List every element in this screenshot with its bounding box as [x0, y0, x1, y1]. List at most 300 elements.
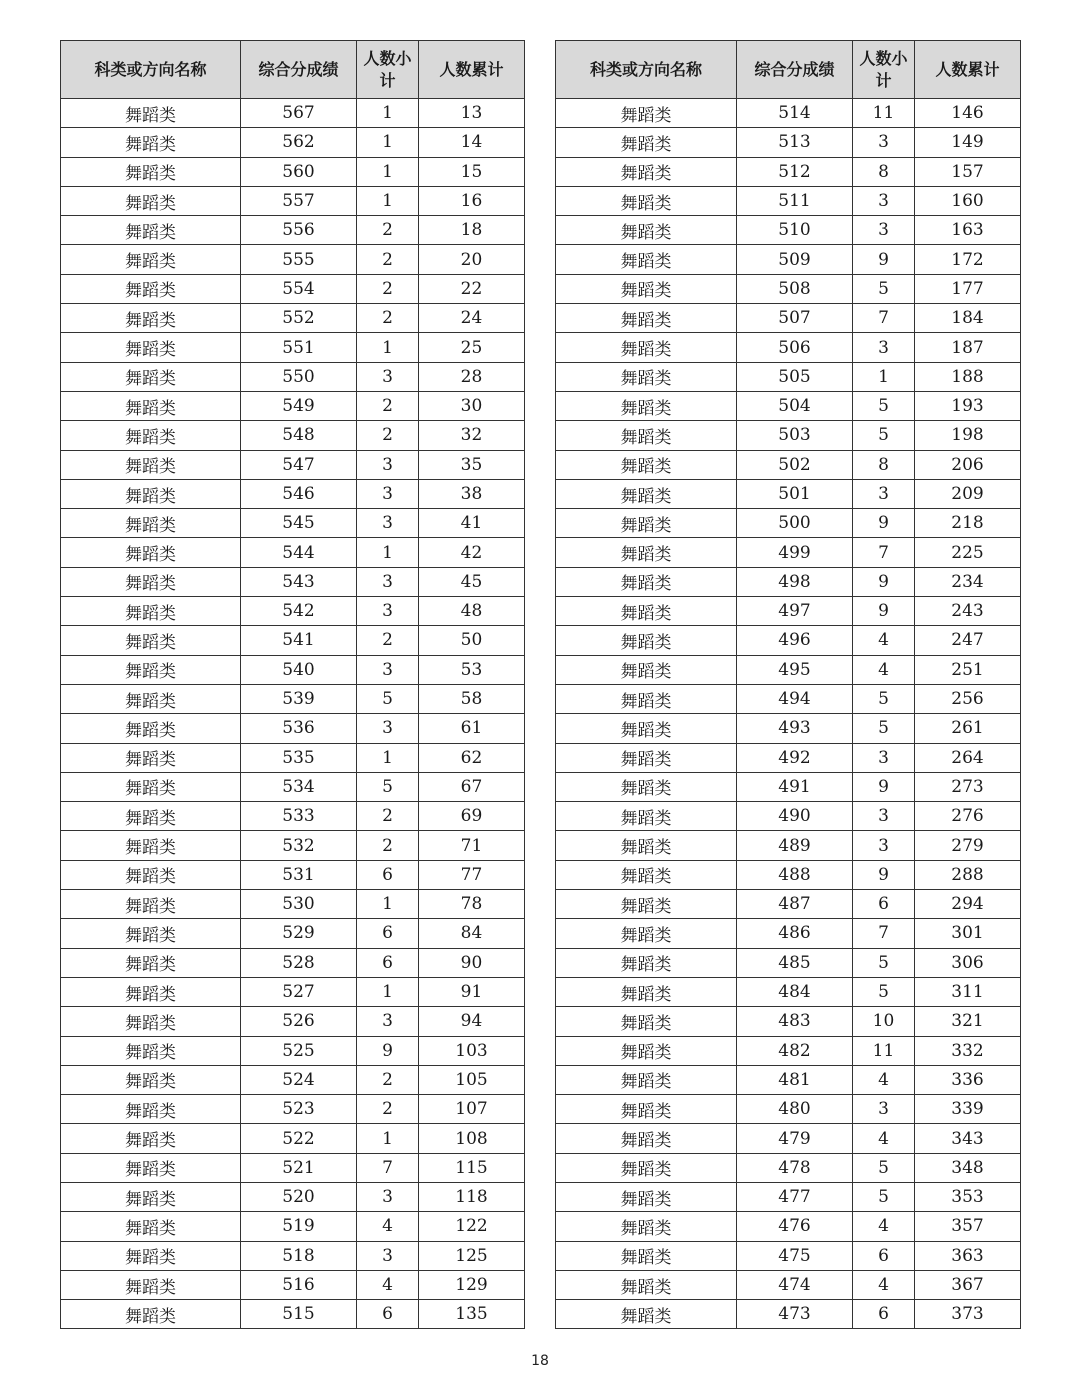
cumulative-cell: 15	[419, 157, 525, 186]
table-row	[61, 714, 525, 743]
table-row	[556, 1036, 1021, 1065]
score-cell: 540	[241, 655, 357, 684]
score-cell: 519	[241, 1212, 357, 1241]
score-cell: 495	[737, 655, 853, 684]
table-row	[61, 157, 525, 186]
table-row	[556, 99, 1021, 128]
category-cell: 舞蹈类	[556, 1065, 737, 1094]
score-cell: 547	[241, 450, 357, 479]
category-cell: 舞蹈类	[556, 304, 737, 333]
cumulative-cell: 184	[915, 304, 1021, 333]
count-cell: 3	[357, 714, 419, 743]
table-row	[556, 948, 1021, 977]
cumulative-cell: 28	[419, 362, 525, 391]
cumulative-cell: 288	[915, 860, 1021, 889]
table-row	[556, 450, 1021, 479]
cumulative-cell: 22	[419, 274, 525, 303]
count-cell: 2	[357, 831, 419, 860]
table-row	[556, 1300, 1021, 1329]
score-cell: 503	[737, 421, 853, 450]
category-cell: 舞蹈类	[556, 802, 737, 831]
count-cell: 1	[357, 538, 419, 567]
table-row	[556, 597, 1021, 626]
table-row	[61, 99, 525, 128]
header-count: 人数小计	[357, 41, 419, 99]
count-cell: 1	[853, 362, 915, 391]
score-cell: 533	[241, 802, 357, 831]
table-row	[556, 421, 1021, 450]
table-row	[61, 919, 525, 948]
cumulative-cell: 294	[915, 890, 1021, 919]
category-cell: 舞蹈类	[61, 714, 241, 743]
table-row	[61, 1124, 525, 1153]
cumulative-cell: 135	[419, 1300, 525, 1329]
cumulative-cell: 163	[915, 216, 1021, 245]
count-cell: 1	[357, 890, 419, 919]
score-cell: 506	[737, 333, 853, 362]
score-cell: 529	[241, 919, 357, 948]
cumulative-cell: 94	[419, 1007, 525, 1036]
cumulative-cell: 42	[419, 538, 525, 567]
table-row	[61, 597, 525, 626]
score-cell: 501	[737, 479, 853, 508]
category-cell: 舞蹈类	[556, 186, 737, 215]
cumulative-cell: 35	[419, 450, 525, 479]
table-row	[61, 1095, 525, 1124]
score-cell: 505	[737, 362, 853, 391]
category-cell: 舞蹈类	[61, 1300, 241, 1329]
table-row	[556, 1270, 1021, 1299]
cumulative-cell: 84	[419, 919, 525, 948]
category-cell: 舞蹈类	[556, 860, 737, 889]
category-cell: 舞蹈类	[61, 333, 241, 362]
cumulative-cell: 306	[915, 948, 1021, 977]
cumulative-cell: 61	[419, 714, 525, 743]
cumulative-cell: 20	[419, 245, 525, 274]
score-cell: 474	[737, 1270, 853, 1299]
count-cell: 3	[853, 186, 915, 215]
category-cell: 舞蹈类	[61, 597, 241, 626]
count-cell: 1	[357, 186, 419, 215]
cumulative-cell: 69	[419, 802, 525, 831]
cumulative-cell: 103	[419, 1036, 525, 1065]
count-cell: 3	[357, 655, 419, 684]
table-row	[61, 860, 525, 889]
table-row	[556, 977, 1021, 1006]
cumulative-cell: 343	[915, 1124, 1021, 1153]
cumulative-cell: 225	[915, 538, 1021, 567]
category-cell: 舞蹈类	[556, 391, 737, 420]
table-row	[556, 362, 1021, 391]
category-cell: 舞蹈类	[556, 362, 737, 391]
category-cell: 舞蹈类	[556, 597, 737, 626]
table-row	[61, 743, 525, 772]
category-cell: 舞蹈类	[61, 831, 241, 860]
table-row	[61, 948, 525, 977]
score-cell: 532	[241, 831, 357, 860]
score-cell: 552	[241, 304, 357, 333]
cumulative-cell: 373	[915, 1300, 1021, 1329]
score-cell: 516	[241, 1270, 357, 1299]
table-row	[556, 1241, 1021, 1270]
score-cell: 522	[241, 1124, 357, 1153]
score-cell: 549	[241, 391, 357, 420]
category-cell: 舞蹈类	[61, 772, 241, 801]
category-cell: 舞蹈类	[61, 860, 241, 889]
category-cell: 舞蹈类	[556, 216, 737, 245]
table-row	[61, 626, 525, 655]
category-cell: 舞蹈类	[61, 1182, 241, 1211]
count-cell: 3	[357, 1007, 419, 1036]
score-cell: 473	[737, 1300, 853, 1329]
score-cell: 562	[241, 128, 357, 157]
category-cell: 舞蹈类	[61, 948, 241, 977]
cumulative-cell: 24	[419, 304, 525, 333]
score-cell: 567	[241, 99, 357, 128]
score-cell: 542	[241, 597, 357, 626]
cumulative-cell: 234	[915, 567, 1021, 596]
category-cell: 舞蹈类	[556, 977, 737, 1006]
category-cell: 舞蹈类	[61, 245, 241, 274]
count-cell: 3	[357, 1241, 419, 1270]
count-cell: 1	[357, 99, 419, 128]
category-cell: 舞蹈类	[61, 919, 241, 948]
cumulative-cell: 276	[915, 802, 1021, 831]
cumulative-cell: 38	[419, 479, 525, 508]
cumulative-cell: 48	[419, 597, 525, 626]
category-cell: 舞蹈类	[556, 743, 737, 772]
score-cell: 513	[737, 128, 853, 157]
count-cell: 2	[357, 274, 419, 303]
score-cell: 488	[737, 860, 853, 889]
count-cell: 3	[853, 333, 915, 362]
count-cell: 3	[853, 128, 915, 157]
table-row	[61, 1153, 525, 1182]
cumulative-cell: 348	[915, 1153, 1021, 1182]
cumulative-cell: 58	[419, 684, 525, 713]
table-row	[556, 186, 1021, 215]
cumulative-cell: 71	[419, 831, 525, 860]
score-cell: 481	[737, 1065, 853, 1094]
count-cell: 7	[853, 304, 915, 333]
count-cell: 2	[357, 391, 419, 420]
score-cell: 554	[241, 274, 357, 303]
cumulative-cell: 118	[419, 1182, 525, 1211]
category-cell: 舞蹈类	[556, 567, 737, 596]
header-category: 科类或方向名称	[61, 41, 241, 99]
table-row	[61, 245, 525, 274]
count-cell: 8	[853, 450, 915, 479]
count-cell: 1	[357, 128, 419, 157]
category-cell: 舞蹈类	[61, 977, 241, 1006]
cumulative-cell: 90	[419, 948, 525, 977]
score-cell: 480	[737, 1095, 853, 1124]
cumulative-cell: 332	[915, 1036, 1021, 1065]
cumulative-cell: 177	[915, 274, 1021, 303]
category-cell: 舞蹈类	[556, 1241, 737, 1270]
category-cell: 舞蹈类	[61, 684, 241, 713]
category-cell: 舞蹈类	[556, 450, 737, 479]
category-cell: 舞蹈类	[556, 1270, 737, 1299]
cumulative-cell: 149	[915, 128, 1021, 157]
cumulative-cell: 13	[419, 99, 525, 128]
cumulative-cell: 41	[419, 509, 525, 538]
table-row	[556, 274, 1021, 303]
score-cell: 509	[737, 245, 853, 274]
count-cell: 8	[853, 157, 915, 186]
table-row	[556, 538, 1021, 567]
table-row	[61, 1241, 525, 1270]
table-row	[556, 772, 1021, 801]
score-cell: 494	[737, 684, 853, 713]
table-row	[556, 1065, 1021, 1094]
table-row	[61, 216, 525, 245]
count-cell: 3	[853, 1095, 915, 1124]
category-cell: 舞蹈类	[61, 743, 241, 772]
table-row	[61, 186, 525, 215]
table-row	[556, 684, 1021, 713]
category-cell: 舞蹈类	[556, 919, 737, 948]
count-cell: 2	[357, 1095, 419, 1124]
count-cell: 11	[853, 1036, 915, 1065]
count-cell: 1	[357, 1124, 419, 1153]
count-cell: 6	[853, 1300, 915, 1329]
category-cell: 舞蹈类	[61, 567, 241, 596]
table-row	[61, 421, 525, 450]
category-cell: 舞蹈类	[556, 1182, 737, 1211]
count-cell: 3	[357, 509, 419, 538]
category-cell: 舞蹈类	[556, 245, 737, 274]
count-cell: 9	[853, 567, 915, 596]
header-score: 综合分成绩	[737, 41, 853, 99]
category-cell: 舞蹈类	[556, 831, 737, 860]
count-cell: 2	[357, 1065, 419, 1094]
score-table-left	[60, 40, 525, 1329]
cumulative-cell: 209	[915, 479, 1021, 508]
category-cell: 舞蹈类	[556, 1007, 737, 1036]
cumulative-cell: 353	[915, 1182, 1021, 1211]
count-cell: 2	[357, 304, 419, 333]
score-cell: 508	[737, 274, 853, 303]
table-header-row	[556, 41, 1021, 99]
count-cell: 3	[357, 1182, 419, 1211]
cumulative-cell: 125	[419, 1241, 525, 1270]
category-cell: 舞蹈类	[61, 304, 241, 333]
category-cell: 舞蹈类	[556, 128, 737, 157]
score-cell: 528	[241, 948, 357, 977]
category-cell: 舞蹈类	[61, 421, 241, 450]
count-cell: 6	[357, 860, 419, 889]
category-cell: 舞蹈类	[556, 655, 737, 684]
score-cell: 548	[241, 421, 357, 450]
cumulative-cell: 18	[419, 216, 525, 245]
table-row	[556, 1124, 1021, 1153]
category-cell: 舞蹈类	[61, 1124, 241, 1153]
cumulative-cell: 218	[915, 509, 1021, 538]
table-row	[556, 333, 1021, 362]
category-cell: 舞蹈类	[556, 684, 737, 713]
score-cell: 536	[241, 714, 357, 743]
table-row	[61, 538, 525, 567]
count-cell: 4	[853, 1065, 915, 1094]
cumulative-cell: 321	[915, 1007, 1021, 1036]
cumulative-cell: 336	[915, 1065, 1021, 1094]
count-cell: 9	[853, 245, 915, 274]
score-cell: 514	[737, 99, 853, 128]
category-cell: 舞蹈类	[556, 99, 737, 128]
count-cell: 6	[853, 890, 915, 919]
table-row	[61, 1007, 525, 1036]
table-header-row	[61, 41, 525, 99]
category-cell: 舞蹈类	[61, 1065, 241, 1094]
category-cell: 舞蹈类	[556, 772, 737, 801]
table-row	[556, 919, 1021, 948]
count-cell: 7	[357, 1153, 419, 1182]
count-cell: 3	[357, 450, 419, 479]
score-cell: 491	[737, 772, 853, 801]
score-cell: 511	[737, 186, 853, 215]
score-cell: 521	[241, 1153, 357, 1182]
score-cell: 515	[241, 1300, 357, 1329]
count-cell: 2	[357, 802, 419, 831]
count-cell: 2	[357, 626, 419, 655]
score-cell: 518	[241, 1241, 357, 1270]
count-cell: 3	[357, 597, 419, 626]
cumulative-cell: 160	[915, 186, 1021, 215]
cumulative-cell: 50	[419, 626, 525, 655]
category-cell: 舞蹈类	[61, 1153, 241, 1182]
count-cell: 5	[853, 714, 915, 743]
table-row	[61, 304, 525, 333]
cumulative-cell: 16	[419, 186, 525, 215]
table-row	[61, 274, 525, 303]
category-cell: 舞蹈类	[556, 333, 737, 362]
category-cell: 舞蹈类	[61, 1036, 241, 1065]
cumulative-cell: 14	[419, 128, 525, 157]
count-cell: 1	[357, 157, 419, 186]
cumulative-cell: 77	[419, 860, 525, 889]
table-row	[556, 1007, 1021, 1036]
category-cell: 舞蹈类	[61, 890, 241, 919]
category-cell: 舞蹈类	[61, 802, 241, 831]
table-row	[556, 626, 1021, 655]
count-cell: 6	[357, 919, 419, 948]
cumulative-cell: 279	[915, 831, 1021, 860]
table-row	[556, 714, 1021, 743]
table-row	[61, 655, 525, 684]
table-row	[556, 1182, 1021, 1211]
count-cell: 2	[357, 216, 419, 245]
category-cell: 舞蹈类	[556, 274, 737, 303]
table-row	[556, 391, 1021, 420]
count-cell: 4	[853, 1124, 915, 1153]
count-cell: 6	[853, 1241, 915, 1270]
score-cell: 498	[737, 567, 853, 596]
score-cell: 531	[241, 860, 357, 889]
count-cell: 9	[357, 1036, 419, 1065]
score-cell: 477	[737, 1182, 853, 1211]
table-row	[61, 391, 525, 420]
header-score: 综合分成绩	[241, 41, 357, 99]
score-cell: 510	[737, 216, 853, 245]
score-cell: 499	[737, 538, 853, 567]
category-cell: 舞蹈类	[61, 362, 241, 391]
score-cell: 502	[737, 450, 853, 479]
category-cell: 舞蹈类	[556, 509, 737, 538]
cumulative-cell: 273	[915, 772, 1021, 801]
table-row	[61, 1212, 525, 1241]
category-cell: 舞蹈类	[61, 1241, 241, 1270]
table-row	[61, 977, 525, 1006]
score-cell: 544	[241, 538, 357, 567]
cumulative-cell: 115	[419, 1153, 525, 1182]
table-row	[61, 772, 525, 801]
count-cell: 2	[357, 421, 419, 450]
score-cell: 541	[241, 626, 357, 655]
score-cell: 486	[737, 919, 853, 948]
count-cell: 4	[357, 1212, 419, 1241]
score-cell: 487	[737, 890, 853, 919]
table-row	[556, 128, 1021, 157]
cumulative-cell: 105	[419, 1065, 525, 1094]
table-row	[61, 362, 525, 391]
category-cell: 舞蹈类	[556, 1153, 737, 1182]
score-cell: 526	[241, 1007, 357, 1036]
count-cell: 5	[853, 684, 915, 713]
header-cumulative: 人数累计	[915, 41, 1021, 99]
category-cell: 舞蹈类	[556, 1124, 737, 1153]
cumulative-cell: 78	[419, 890, 525, 919]
table-row	[556, 802, 1021, 831]
score-cell: 525	[241, 1036, 357, 1065]
count-cell: 3	[357, 479, 419, 508]
cumulative-cell: 311	[915, 977, 1021, 1006]
count-cell: 5	[853, 1153, 915, 1182]
table-row	[556, 831, 1021, 860]
score-cell: 475	[737, 1241, 853, 1270]
category-cell: 舞蹈类	[556, 1212, 737, 1241]
table-row	[61, 831, 525, 860]
category-cell: 舞蹈类	[61, 157, 241, 186]
score-cell: 476	[737, 1212, 853, 1241]
category-cell: 舞蹈类	[61, 186, 241, 215]
cumulative-cell: 367	[915, 1270, 1021, 1299]
score-cell: 524	[241, 1065, 357, 1094]
category-cell: 舞蹈类	[556, 157, 737, 186]
cumulative-cell: 261	[915, 714, 1021, 743]
cumulative-cell: 91	[419, 977, 525, 1006]
table-row	[61, 802, 525, 831]
count-cell: 10	[853, 1007, 915, 1036]
cumulative-cell: 206	[915, 450, 1021, 479]
cumulative-cell: 157	[915, 157, 1021, 186]
count-cell: 5	[853, 948, 915, 977]
score-cell: 484	[737, 977, 853, 1006]
category-cell: 舞蹈类	[61, 655, 241, 684]
count-cell: 9	[853, 509, 915, 538]
count-cell: 4	[853, 1270, 915, 1299]
count-cell: 3	[853, 743, 915, 772]
score-cell: 504	[737, 391, 853, 420]
category-cell: 舞蹈类	[556, 948, 737, 977]
cumulative-cell: 129	[419, 1270, 525, 1299]
table-row	[556, 1212, 1021, 1241]
score-cell: 478	[737, 1153, 853, 1182]
category-cell: 舞蹈类	[61, 216, 241, 245]
category-cell: 舞蹈类	[61, 99, 241, 128]
score-cell: 496	[737, 626, 853, 655]
cumulative-cell: 264	[915, 743, 1021, 772]
